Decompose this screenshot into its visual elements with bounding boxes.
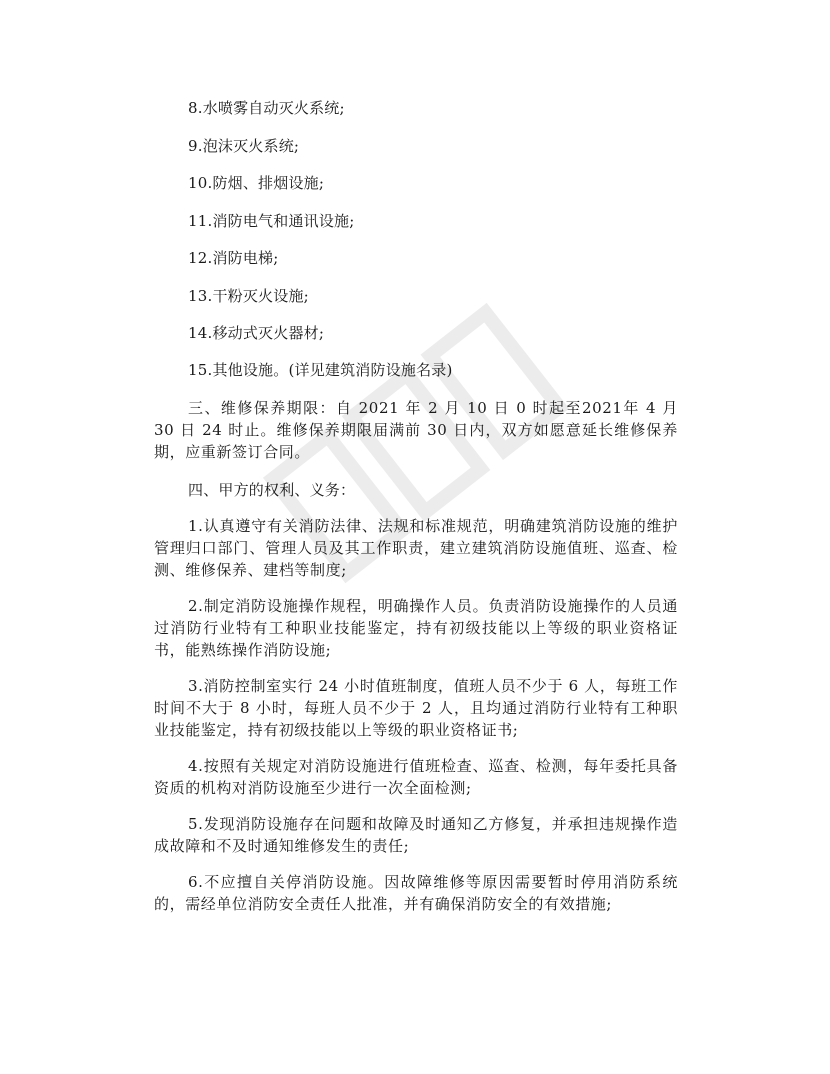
list-item-14: 14.移动式灭火器材;	[188, 324, 325, 342]
obligation-item-4: 4.按照有关规定对消防设施进行值班检查、巡查、检测，每年委托具备资质的机构对消防设施至少进行一次全面检测;	[154, 757, 678, 797]
obligation-item-2: 2.制定消防设施操作规程，明确操作人员。负责消防设施操作的人员通过消防行业特有工种职业技能鉴定，持有初级技能以上等级的职业资格证书，能熟练操作消防设施;	[154, 597, 678, 659]
list-item-10: 10.防烟、排烟设施;	[188, 174, 325, 192]
list-item-12: 12.消防电梯;	[188, 249, 279, 267]
list-item-9: 9.泡沫灭火系统;	[188, 137, 300, 155]
list-item-13: 13.干粉灭火设施;	[188, 287, 309, 305]
list-item-8: 8.水喷雾自动灭火系统;	[188, 99, 345, 117]
obligation-item-1: 1.认真遵守有关消防法律、法规和标准规范，明确建筑消防设施的维护管理归口部门、管理人员及其工作职责，建立建筑消防设施值班、巡查、检测、维修保养、建档等制度;	[154, 517, 678, 579]
obligation-item-5: 5.发现消防设施存在问题和故障及时通知乙方修复，并承担违规操作造成故障和不及时通知维修发生的责任;	[154, 815, 678, 855]
maintenance-period-paragraph: 三、维修保养期限：自 2021 年 2 月 10 日 0 时起至2021年 4 月 30 日 24 时止。维修保养期限届满前 30 日内，双方如愿意延长维修保养期，应重新签订合同。	[154, 399, 678, 461]
section-heading-party-a: 四、甲方的权利、义务：	[188, 481, 356, 499]
list-item-15: 15.其他设施。(详见建筑消防设施名录)	[188, 361, 453, 379]
obligation-item-6: 6.不应擅自关停消防设施。因故障维修等原因需要暂时停用消防系统的，需经单位消防安全责任人批准，并有确保消防安全的有效措施;	[154, 873, 678, 913]
list-item-11: 11.消防电气和通讯设施;	[188, 212, 355, 230]
obligation-item-3: 3.消防控制室实行 24 小时值班制度，值班人员不少于 6 人，每班工作时间不大于 8 小时，每班人员不少于 2 人，且均通过消防行业特有工种职业技能鉴定，持有初级技能以上等级的职业资格证书;	[154, 677, 678, 739]
